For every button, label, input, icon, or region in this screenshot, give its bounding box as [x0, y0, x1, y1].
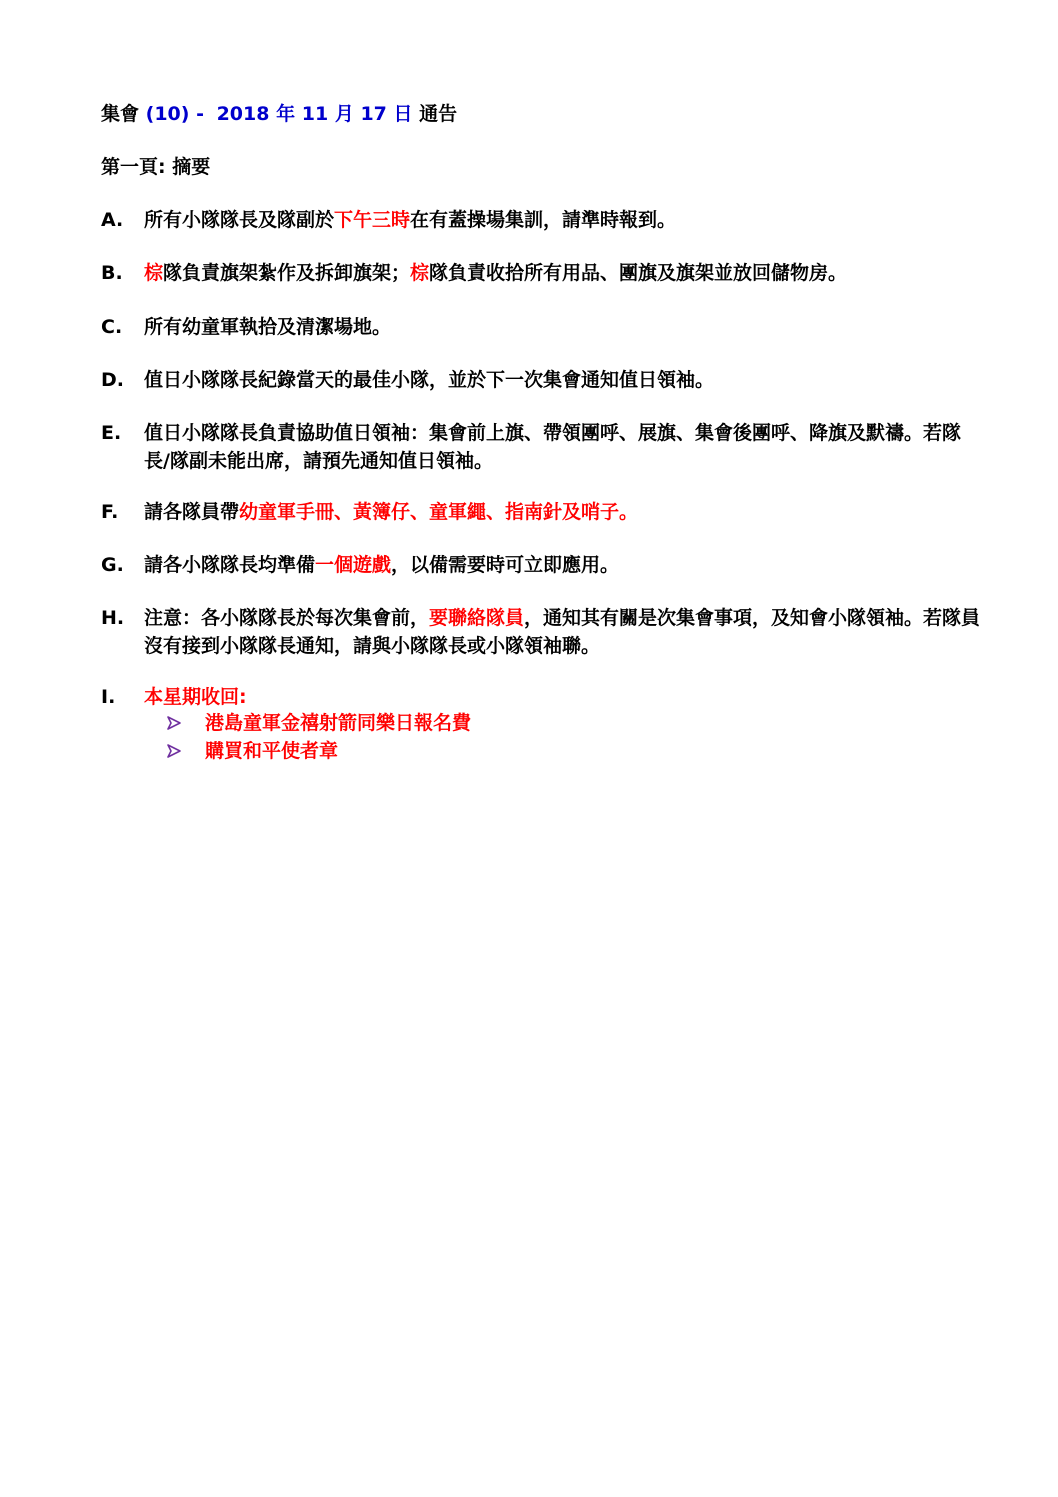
sub-list-item	[166, 709, 471, 737]
item-letter: C.	[101, 316, 123, 338]
title-day-unit: 日	[393, 103, 413, 125]
item-highlight: 要聯絡隊員	[429, 607, 525, 629]
sub-list-text: 港島童軍金禧射箭同樂日報名費	[205, 712, 472, 734]
title-prefix: 集會	[101, 103, 140, 125]
item-letter: H.	[101, 607, 125, 629]
sub-list	[166, 709, 471, 765]
item-text	[144, 604, 986, 660]
item-text-part: ，以備需要時可立即應用。	[391, 554, 620, 576]
title-month-unit: 月	[334, 103, 354, 125]
page-title	[101, 101, 457, 127]
item-letter: B.	[101, 262, 123, 284]
item-text	[144, 498, 986, 526]
item-letter: D.	[101, 369, 124, 391]
item-letter: F.	[101, 501, 119, 523]
title-day: 17	[360, 103, 387, 125]
list-item-d	[101, 366, 986, 394]
item-letter: G.	[101, 554, 124, 576]
item-highlight: 一個遊戲	[315, 554, 392, 576]
item-text: 值日小隊隊長負責協助值日領袖：集會前上旗、帶領團呼、展旗、集會後團呼、降旗及默禱。若隊長/隊副未能出席，請預先通知值日領袖。	[144, 422, 962, 472]
list-item-h	[101, 604, 986, 660]
item-letter: I.	[101, 686, 116, 708]
item-text	[144, 206, 986, 234]
item-text-part: 隊負責收拾所有用品、團旗及旗架並放回儲物房。	[429, 262, 848, 284]
page-subtitle: 第一頁: 摘要	[101, 156, 211, 178]
item-text-part: 隊負責旗架紮作及拆卸旗架；	[163, 262, 411, 284]
item-text-part: 請各隊員帶	[144, 501, 240, 523]
sub-list-item	[166, 737, 471, 765]
list-item-b	[101, 259, 986, 287]
item-text	[144, 259, 986, 287]
item-text: 本星期收回:	[144, 686, 247, 708]
list-item-e	[101, 419, 986, 475]
item-highlight: 棕	[144, 262, 164, 284]
item-text-part: 在有蓋操場集訓，請準時報到。	[410, 209, 677, 231]
item-text-part: 請各小隊隊長均準備	[144, 554, 316, 576]
item-highlight: 棕	[410, 262, 430, 284]
list-item-f	[101, 498, 986, 526]
sub-list-text: 購買和平使者章	[205, 740, 339, 762]
title-month: 11	[301, 103, 329, 125]
list-item-g	[101, 551, 986, 579]
item-text-part: 所有小隊隊長及隊副於	[144, 209, 335, 231]
list-item-c	[101, 313, 986, 341]
item-text	[144, 551, 986, 579]
list-item-i	[101, 683, 986, 711]
title-suffix: 通告	[419, 103, 458, 125]
item-text: 值日小隊隊長紀錄當天的最佳小隊，並於下一次集會通知值日領袖。	[144, 369, 715, 391]
item-text-part: 注意：各小隊隊長於每次集會前，	[144, 607, 430, 629]
item-text: 所有幼童軍執拾及清潔場地。	[144, 316, 392, 338]
item-letter: E.	[101, 422, 122, 444]
arrow-bullet-icon	[166, 737, 182, 765]
title-number: (10) -	[145, 103, 204, 125]
item-highlight: 幼童軍手冊、黃簿仔、童軍繩、指南針及哨子。	[239, 501, 639, 523]
title-year-unit: 年	[276, 103, 296, 125]
item-highlight: 下午三時	[334, 209, 411, 231]
item-text-part: ，通知其有關是次集會事項，及知會小隊領袖。若隊員沒有接到小隊隊長通知，請與小隊隊長或小隊領袖聯。	[144, 607, 981, 657]
item-letter: A.	[101, 209, 124, 231]
title-year: 2018	[216, 103, 270, 125]
arrow-bullet-icon	[166, 709, 182, 737]
list-item-a	[101, 206, 986, 234]
